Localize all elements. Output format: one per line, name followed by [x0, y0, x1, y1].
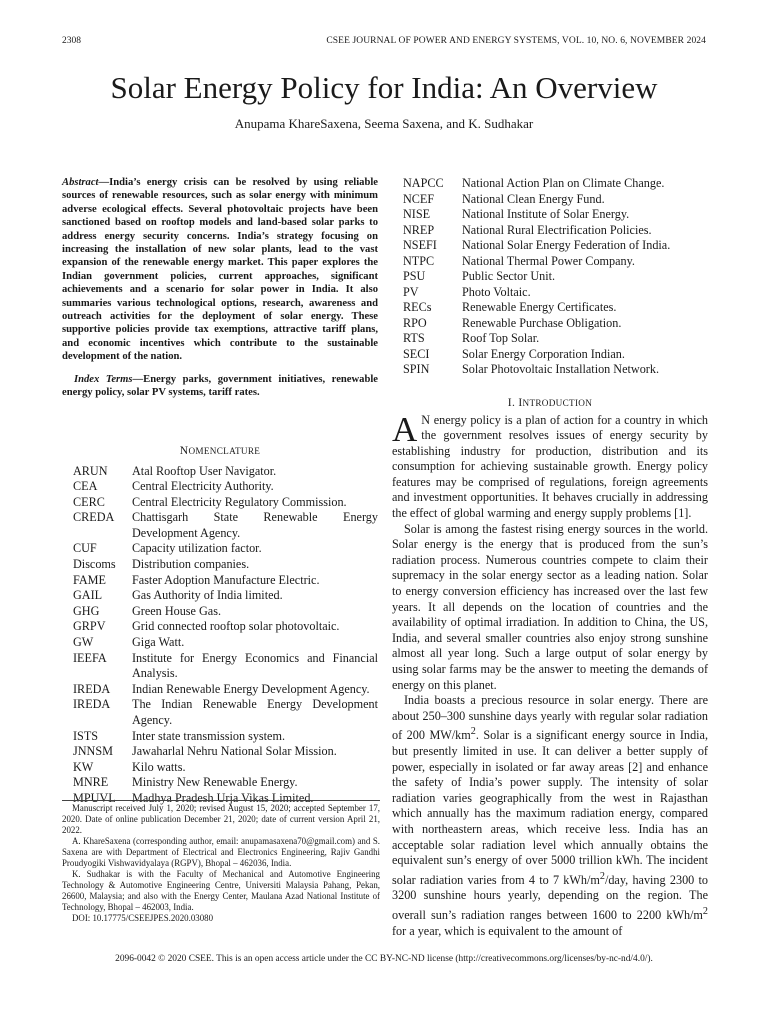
- footnote-rule: [62, 800, 380, 801]
- nomenclature-entry: GRPV Grid connected rooftop solar photovoltaic.: [73, 619, 340, 634]
- acronym-entry: SPIN Solar Photovoltaic Installation Network.: [403, 362, 659, 376]
- acronym-entry: PSU Public Sector Unit.: [403, 269, 556, 283]
- abstract: [62, 176, 378, 364]
- acronym-entry: NCEF National Clean Energy Fund.: [403, 191, 605, 206]
- nomenclature-entry: GW Giga Watt.: [73, 635, 185, 650]
- acronym-entry: NSEFI National Solar Energy Federation of India.: [403, 238, 671, 252]
- nomenclature-entry: Discoms Distribution companies.: [73, 557, 250, 572]
- nomenclature-entry: JNNSM Jawaharlal Nehru National Solar Mission.: [73, 744, 337, 759]
- acronym-entry: SECI Solar Energy Corporation Indian.: [403, 346, 625, 361]
- acronym-entry: RTS Roof Top Solar.: [403, 331, 540, 345]
- nomenclature-entry: CREDA Chattisgarh State Renewable Energy Development Agency.: [73, 510, 378, 540]
- drop-cap: A: [392, 409, 418, 449]
- nomenclature-entry: ISTS Inter state transmission system.: [73, 728, 285, 743]
- acronym-entry: NREP National Rural Electrification Policies.: [403, 222, 652, 237]
- footnotes: [62, 800, 380, 924]
- nomenclature-entry: KW Kilo watts.: [73, 759, 186, 774]
- nomenclature-entry: GAIL Gas Authority of India limited.: [73, 588, 283, 603]
- acronym-list: [392, 176, 708, 378]
- intro-paragraph-2: Solar is among the fastest rising energy sources in the world. Solar energy is the energy that is produced from the sun’s radiation process. Numerous countries compete to claim their supremacy in the solar energy sector as a leading nation. Solar to energy conversion efficiency has increased over the last few years. It all depends on the location of countries and the availability of optimal irradiation. In addition to China, the US, India, and several smaller countries also enjoy strong sunshine almost all year long. Such a large output of solar energy by using solar farms may be the answer to meeting the demands of energy on this planet.: [392, 521, 708, 692]
- introduction-heading: I. INTRODUCTION: [507, 395, 593, 409]
- paper-authors: Anupama KhareSaxena, Seema Saxena, and K. Sudhakar: [234, 116, 534, 131]
- nomenclature-entry: IEEFA Institute for Energy Economics and Financial Analysis.: [73, 650, 378, 681]
- nomenclature-entry: IREDA The Indian Renewable Energy Development Agency.: [73, 697, 378, 727]
- nomenclature-entry: FAME Faster Adoption Manufacture Electric.: [73, 572, 320, 587]
- nomenclature-entry: CERC Central Electricity Regulatory Commission.: [73, 494, 347, 509]
- right-column: [392, 176, 708, 939]
- nomenclature-list: [62, 464, 378, 807]
- acronym-entry: RPO Renewable Purchase Obligation.: [403, 315, 622, 330]
- index-terms-text: —Energy parks, government initiatives, renewable energy policy, solar PV systems, tariff rates.: [62, 373, 378, 399]
- nomenclature-entry: MPUVL Madhya Pradesh Urja Vikas Limited.: [73, 790, 314, 805]
- abstract-label: Abstract: [62, 177, 99, 188]
- nomenclature-entry: CEA Central Electricity Authority.: [73, 479, 274, 494]
- license-footer: 2096-0042 © 2020 CSEE. This is an open access article under the CC BY-NC-ND license (http://creativecommons.org/licenses/by-nc-nd/4.0/).: [115, 954, 653, 964]
- paper-title: Solar Energy Policy for India: An Overview: [110, 70, 658, 105]
- footnote-manuscript: Manuscript received July 1, 2020; revised August 15, 2020; accepted September 17, 2020. Date of online publication December 21, 2020; date of current version April 21, 2022.: [62, 803, 380, 835]
- acronym-entry: NISE National Institute of Solar Energy.: [403, 207, 630, 221]
- nomenclature-entry: CUF Capacity utilization factor.: [73, 541, 262, 556]
- acronym-entry: PV Photo Voltaic.: [403, 284, 531, 299]
- nomenclature-entry: GHG Green House Gas.: [73, 603, 222, 618]
- acronym-entry: NAPCC National Action Plan on Climate Change.: [403, 176, 665, 190]
- intro-paragraph-3: India boasts a precious resource in solar energy. There are about 250–300 sunshine days yearly with regular solar radiation of 200 $MW/km^2$. Solar is a significant energy source in India, but presently limited in use. It can deliver a better supply of power, especially in isolated or far away areas [2] and enhance the safety of India’s power supply. The intensity of solar radiation varies geographically from the west in Rajasthan which annually has the maximum radiation energy, compared with northeastern areas, which receive less. India has an acceptable solar radiation level which annually obtains the equivalent sun’s energy of over 5000 trillion kWh. The incident solar radiation varies from 4 to 7 kWh/$m^2$/day, having 2300 to 3200 sunshine hours yearly, depending on the region. The overall sun’s radiation ranges between 1600 to 2200 kWh/$m^2$ for a year, which is equivalent to the amount of: [392, 693, 709, 938]
- nomenclature-entry: IREDA Indian Renewable Energy Development Agency.: [73, 681, 370, 696]
- footnote-doi: DOI: 10.17775/CSEEJPES.2020.03080: [72, 913, 214, 923]
- intro-paragraph-1: A N energy policy is a plan of action for a country in which the government resolves issues of energy security by establishing industry for production, distribution and its consumption for achieving sustainable growth. Energy policy features may be comprised of regulations, foreign agreements and investment opportunities. It behaves crucially in addressing the effect of global warming and energy supply problems [1].: [392, 409, 708, 521]
- journal-header: CSEE JOURNAL OF POWER AND ENERGY SYSTEMS, VOL. 10, NO. 6, NOVEMBER 2024: [326, 36, 706, 46]
- page-number: 2308: [62, 36, 81, 46]
- footnote-author-1: A. KhareSaxena (corresponding author, email: anupamasaxena70@gmail.com) and S. Saxena are with Department of Electrical and Electronics Engineering, Rajiv Gandhi Proudyogiki Vishwavidyalaya (RGPV), Bhopal – 462036, India.: [62, 836, 380, 868]
- left-column: [62, 176, 378, 807]
- nomenclature-entry: ARUN Atal Rooftop User Navigator.: [73, 463, 277, 478]
- acronym-entry: RECs Renewable Energy Certificates.: [403, 300, 617, 314]
- abstract-text: —India’s energy crisis can be resolved by using reliable sources of renewable resources, such as solar energy with minimum adverse ecological effects. Several photovoltaic projects have been sanctioned based on rooftop models and land-based solar parks to address energy security concerns. India’s strategy focusing on increasing the installation of new solar plants, lead to the vast expansion of the renewable energy market. This paper explores the Indian government policies, current approaches, significant achievements and a scenario for solar power in India. It also summaries various technological options, research, awareness and outreach activities for the deployment of solar energy. These supportive policies provide tax exemptions, attractive tariff plans, and economic incentives which contribute to the sustainable development of the nation.: [62, 177, 378, 363]
- footnote-author-2: K. Sudhakar is with the Faculty of Mechanical and Automotive Engineering Technology & Automotive Engineering Centre, Universiti Malaysia Pahang, Pekan, 26600, Malaysia; and also with the Energy Center, Maulana Azad National Institute of Technology, Bhopal – 462003, India.: [62, 869, 380, 912]
- acronym-entry: NTPC National Thermal Power Company.: [403, 253, 635, 268]
- index-terms-label: Index Terms: [74, 373, 133, 385]
- nomenclature-entry: MNRE Ministry New Renewable Energy.: [73, 775, 298, 790]
- index-terms: [62, 373, 378, 400]
- nomenclature-heading: NOMENCLATURE: [179, 443, 261, 457]
